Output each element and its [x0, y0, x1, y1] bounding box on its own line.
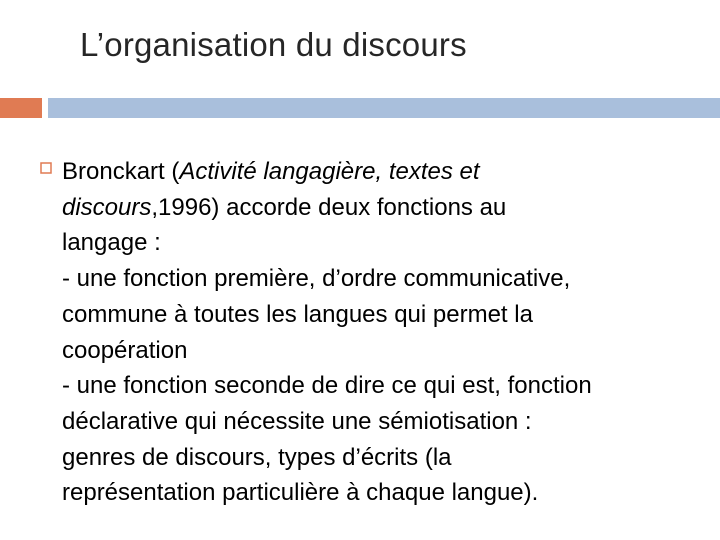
text-line-9: genres de discours, types d’écrits (la [62, 443, 452, 471]
accent-bar-orange [0, 98, 42, 118]
hollow-square-bullet-icon [40, 162, 52, 174]
text-line-4: - une fonction première, d’ordre communicative, [62, 265, 571, 293]
accent-bar-blue [48, 98, 720, 118]
body-paragraph [62, 154, 712, 511]
text-line-6: coopération [62, 336, 188, 364]
text-line-1: Bronckart (Activité langagière, textes et [62, 158, 480, 185]
slide-title: L’organisation du discours [80, 26, 467, 63]
text-line-5: commune à toutes les langues qui permet la [62, 300, 533, 328]
text-line-10: représentation particulière à chaque langue). [62, 479, 539, 507]
text-line-7: - une fonction seconde de dire ce qui est, fonction [62, 372, 592, 400]
text-line-8: déclarative qui nécessite une sémiotisation : [62, 407, 532, 435]
text-line-3: langage : [62, 229, 161, 257]
text-line-2: discours,1996) accorde deux fonctions au [62, 193, 507, 221]
